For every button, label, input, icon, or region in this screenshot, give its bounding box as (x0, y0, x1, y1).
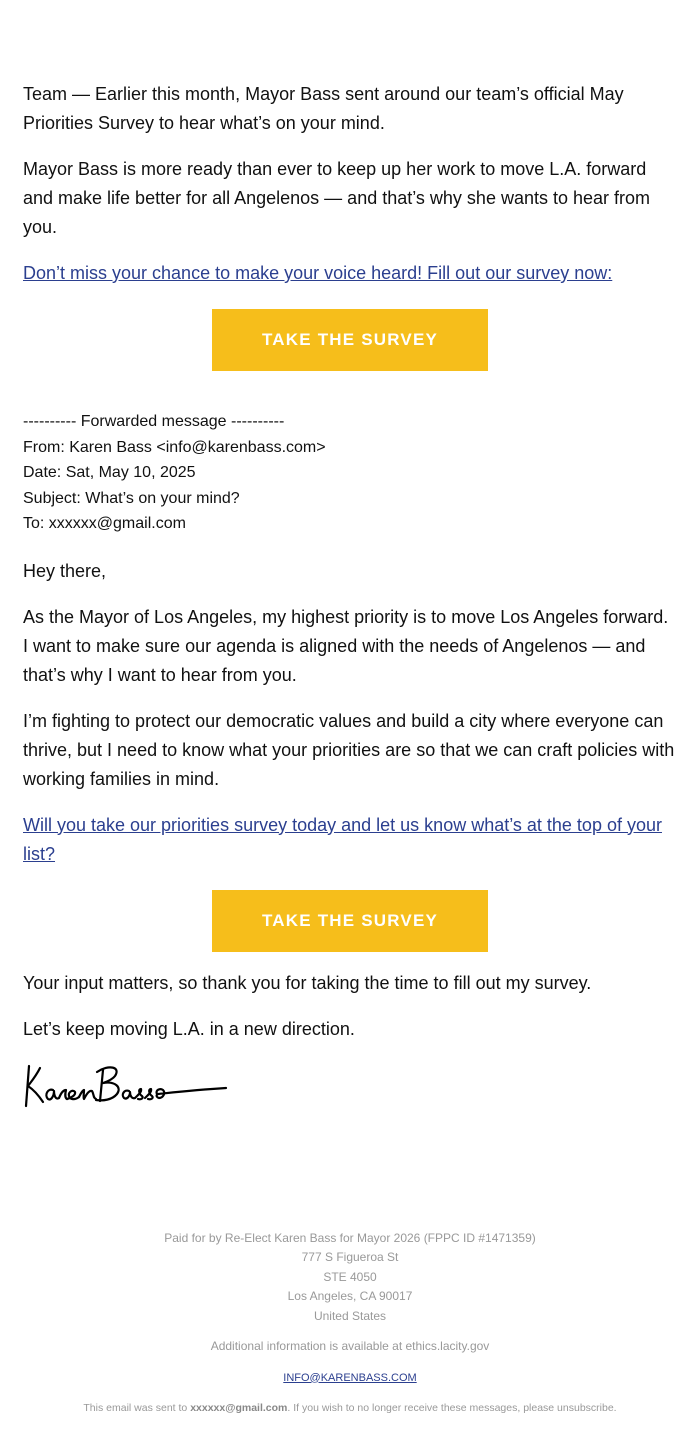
footer-address-line-1: 777 S Figueroa St (301, 1250, 399, 1264)
intro-paragraph-2: Mayor Bass is more ready than ever to keep up her work to move L.A. forward and make life better for all Angelenos — and that’s why she wants to hear from you. (23, 159, 651, 237)
footer-contact (23, 1368, 677, 1389)
forwarded-to: To: xxxxxx@gmail.com (23, 515, 186, 532)
signature (23, 1058, 677, 1119)
message-link-paragraph (23, 811, 677, 869)
footer-additional-info: Additional information is available at ethics.lacity.gov (210, 1339, 490, 1353)
footer-paid-for: Paid for by Re-Elect Karen Bass for Mayor 2026 (FPPC ID #1471359) (164, 1230, 536, 1245)
footer-sent-to-email: xxxxxx@gmail.com (190, 1402, 288, 1414)
footer-address-line-3: Los Angeles, CA 90017 (287, 1289, 413, 1303)
footer-sent-to-suffix[interactable]: . If you wish to no longer receive these messages, please unsubscribe. (287, 1402, 617, 1414)
forwarded-divider: ---------- Forwarded message ---------- (23, 413, 285, 430)
footer-address-line-2: STE 4050 (323, 1269, 377, 1284)
survey-link-message[interactable]: Will you take our priorities survey today and let us know what’s at the top of your list? (23, 814, 662, 864)
message-paragraph-2: I’m fighting to protect our democratic values and build a city where everyone can thrive, but I need to know what your priorities are so that we can craft policies with working families in mind. (23, 710, 675, 789)
footer-optout (23, 1399, 677, 1419)
footer-contact-email-link[interactable]: INFO@KARENBASS.COM (283, 1371, 417, 1384)
survey-link-intro[interactable]: Don’t miss your chance to make your voice heard! Fill out our survey now: (23, 263, 613, 283)
footer-sent-to-prefix: This email was sent to (83, 1402, 191, 1414)
message-paragraph-3: Your input matters, so thank you for taking the time to fill out my survey. (23, 972, 592, 993)
take-survey-button-bottom[interactable]: TAKE THE SURVEY (212, 890, 488, 952)
message-paragraph-4: Let’s keep moving L.A. in a new direction. (23, 1018, 355, 1039)
cta-wrapper-bottom (23, 890, 677, 952)
forwarded-from: From: Karen Bass <info@karenbass.com> (23, 438, 326, 456)
forwarded-date: Date: Sat, May 10, 2025 (23, 464, 196, 481)
intro-link-paragraph (23, 259, 677, 288)
take-survey-button-top[interactable]: TAKE THE SURVEY (212, 309, 488, 371)
footer (23, 1229, 677, 1419)
greeting: Hey there, (23, 560, 107, 581)
cta-wrapper-top (23, 309, 677, 371)
message-paragraph-1: As the Mayor of Los Angeles, my highest priority is to move Los Angeles forward. I want to make sure our agenda is aligned with the needs of Angelenos — and that’s why I want to hear from you. (23, 606, 669, 685)
signature-image (23, 1058, 233, 1114)
forwarded-subject: Subject: What’s on your mind? (23, 489, 240, 507)
forwarded-header (23, 409, 677, 537)
footer-address-line-4: United States (313, 1308, 387, 1323)
intro-paragraph-1: Team — Earlier this month, Mayor Bass sent around our team’s official May Priorities Survey to hear what’s on your mind. (23, 84, 624, 133)
